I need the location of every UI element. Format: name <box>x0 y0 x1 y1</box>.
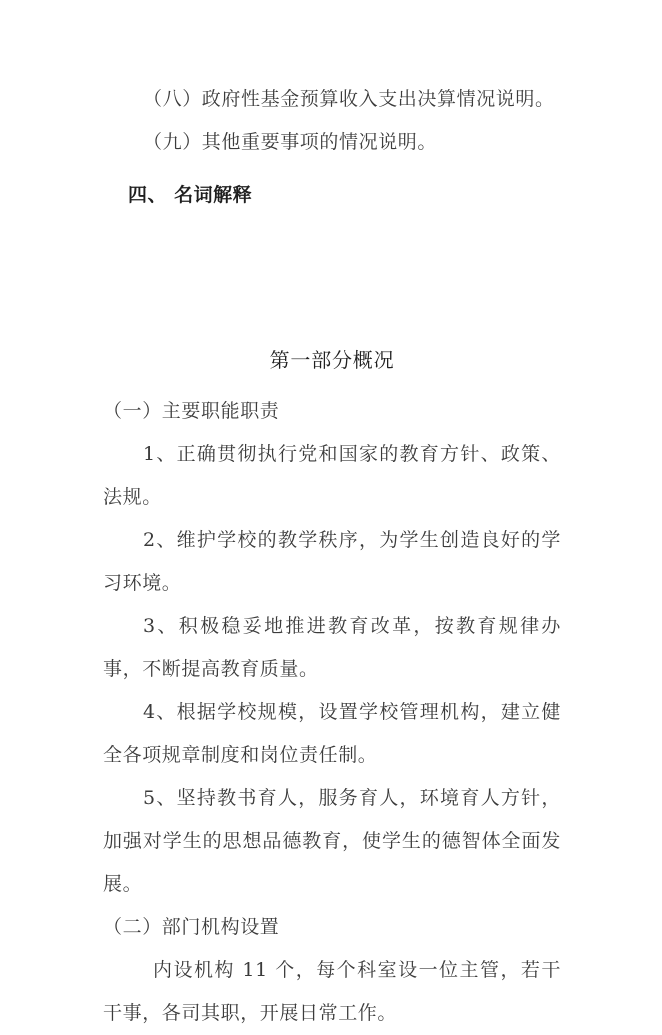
document-content-column <box>103 0 561 1035</box>
title-gap-spacer <box>103 382 561 390</box>
paragraph-item-eight: （八）政府性基金预算收入支出决算情况说明。 <box>143 88 555 110</box>
paragraph-organization: 内设机构 11 个，每个科室设一位主管，若干干事，各司其职，开展日常工作。 <box>103 959 561 1024</box>
paragraph-duty-4: 4、根据学校规模，设置学校管理机构，建立健全各项规章制度和岗位责任制。 <box>103 701 561 766</box>
heading-gap-spacer <box>103 164 561 174</box>
paragraph-duty-1: 1、正确贯彻执行党和国家的教育方针、政策、法规。 <box>103 443 561 508</box>
paragraph-item-nine: （九）其他重要事项的情况说明。 <box>143 131 438 153</box>
paragraph-duty-3: 3、积极稳妥地推进教育改革，按教育规律办事，不断提高教育质量。 <box>103 615 561 680</box>
section-heading-four: 四、 名词解释 <box>128 184 253 206</box>
top-spacer <box>103 0 561 78</box>
subsection-heading-one: （一）主要职能职责 <box>103 400 280 422</box>
subsection-heading-two: （二）部门机构设置 <box>103 916 280 938</box>
section-break-spacer <box>103 217 561 339</box>
part-one-title: 第一部分概况 <box>269 348 395 372</box>
paragraph-duty-5: 5、坚持教书育人，服务育人，环境育人方针，加强对学生的思想品德教育，使学生的德智体全面发展。 <box>103 787 561 895</box>
paragraph-duty-2: 2、维护学校的教学秩序，为学生创造良好的学习环境。 <box>103 529 561 594</box>
